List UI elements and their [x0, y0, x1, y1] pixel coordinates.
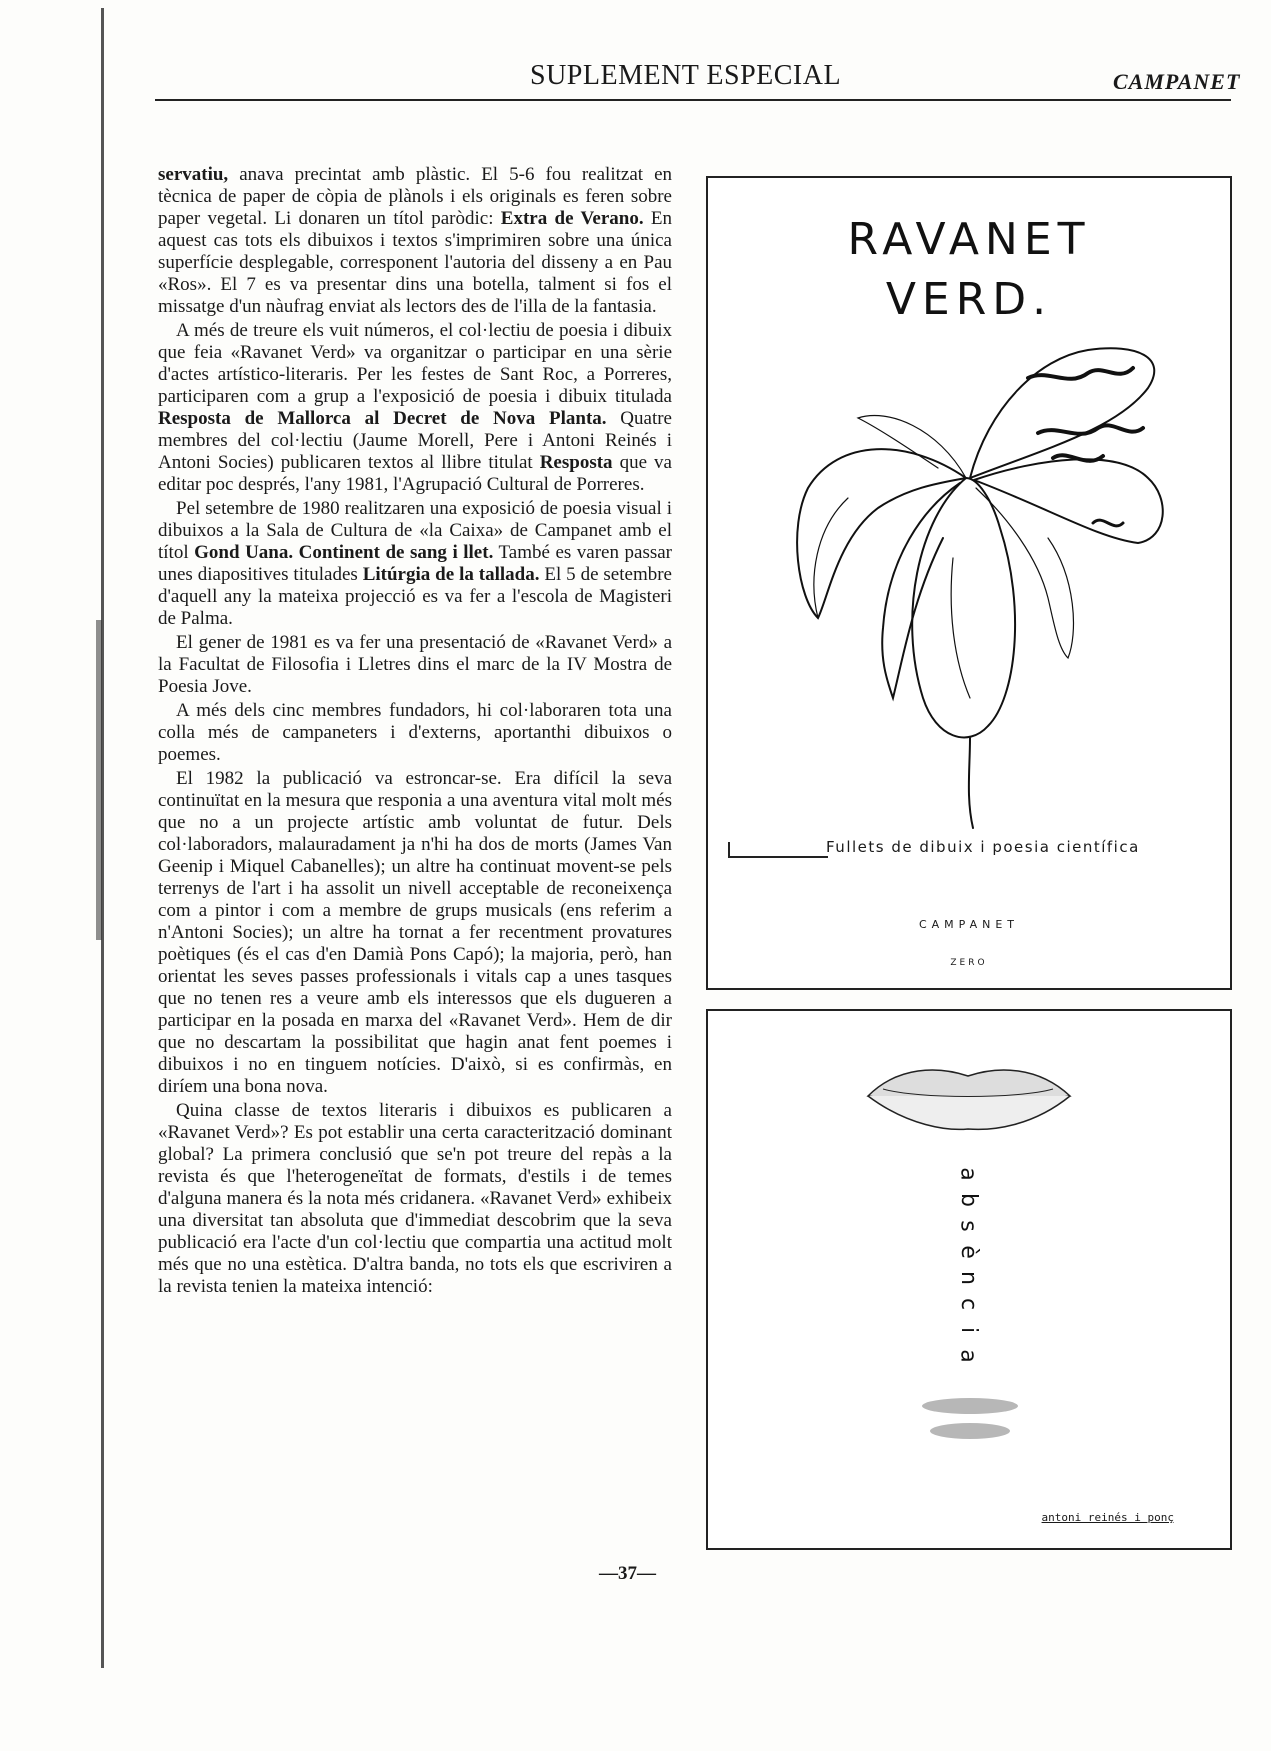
header-divider [155, 99, 1231, 101]
article-paragraph: El 1982 la publicació va estroncar-se. Era difícil la seva continuïtat en la mesura que responia a una aventura vital molt més que no a un projecte artístic amb voluntat de futur. Dels col·laboradors, malauradament ja n'hi ha dos de morts (James Van Geenip i Miquel Cabanelles); un altre ha continuat movent-se pels terrenys de l'art i ha assolit un nivell acceptable de reconeixença com a pintor i com a membre de grups musicals (ens referim a n'Antoni Socies); un altre ha tornat a fer recentment provatures poètiques (és el cas d'en Damià Pons Capó); la majoria, però, han orientat les seves passes professionals i vitals cap a unes tasques que no tenen res a veure amb els interessos que els dugueren a participar en la posada en marxa del «Ravanet Verd». Hem de dir que no descartam la possibilitat que hagin anat fent poemes i dibuixos i no en tinguem notícies. D'això, si es confirmàs, en diríem una bona nova. [158, 768, 672, 1097]
publication-logo: CAMPANET [1113, 69, 1241, 94]
letter: a [955, 1167, 981, 1181]
cover-title-line2: VERD. [885, 274, 1053, 325]
letter: n [955, 1271, 981, 1285]
cover-author: antoni reinés i ponç [1041, 1511, 1174, 1524]
page-number [0, 1563, 1271, 1585]
page-number-text: —37— [599, 1563, 656, 1584]
article-paragraph: Quina classe de textos literaris i dibuixos es publicaren a «Ravanet Verd»? Es pot establir una certa caracterització dominant global? La primera conclusió que se'n pot treure del repàs a la revista és que l'heterogeneïtat de formats, d'estils i de temes d'alguna manera és la nota més cridanera. «Ravanet Verd» exhibeix una diversitat tan absoluta que d'immediat descobrim que la seva publicació era l'acte d'un col·lectiu que compartia una actitud molt més que no una estètica. D'altra banda, no tots els que escriviren a la revista tenien la mateixa intenció: [158, 1100, 672, 1297]
letter: b [956, 1193, 981, 1207]
article-paragraph: servatiu, anava precintat amb plàstic. El 5-6 fou realitzat en tècnica de paper de còpia de plànols i els originals es feren sobre paper vegetal. Li donaren un títol paròdic: Extra de Verano. En aquest cas tots els dibuixos i textos s'imprimiren sobre una única superfície desplegable, corresponent l'autoria del disseny a en Pau «Ros». El 7 es va presentar dins una botella, talment si fos el missatge d'un nàufrag enviat als lectors des de l'illa de la fantasia. [158, 164, 673, 317]
radish-illustration [708, 178, 1230, 988]
section-title: SUPLEMENT ESPECIAL [530, 60, 842, 91]
cover-issue: ZERO [950, 958, 988, 968]
article-body [158, 164, 672, 1300]
subtitle-rule [728, 856, 828, 858]
article-paragraph: A més dels cinc membres fundadors, hi col·laboraren tota una colla més de campaneters i d'externs, aportanthi dibuixos o poemes. [158, 700, 672, 765]
cover-publisher: CAMPANET [918, 918, 1020, 931]
cover-title-line1: RAVANET [847, 214, 1091, 265]
letter: c [955, 1297, 981, 1311]
magazine-cover-ravanet-verd [706, 176, 1232, 990]
letter: è [955, 1245, 981, 1259]
binding-shadow [96, 620, 102, 940]
letter: s [956, 1220, 981, 1232]
magazine-cover-absencia [706, 1009, 1232, 1550]
letter: a [955, 1349, 981, 1363]
article-paragraph: A més de treure els vuit números, el col·lectiu de poesia i dibuix que feia «Ravanet Verd» va organitzar o participar en una sèrie d'actes artístico-literaris. Per les festes de Sant Roc, a Porreres, participaren com a grup a l'exposició de poesia i dibuix titulada Resposta de Mallorca al Decret de Nova Planta. Quatre membres del col·lectiu (Jaume Morell, Pere i Antoni Reinés i Antoni Socies) publicaren textos al llibre titulat Resposta que va editar poc després, l'any 1981, l'Agrupació Cultural de Porreres. [158, 320, 672, 495]
cover-word-absencia [953, 1161, 983, 1369]
article-paragraph: Pel setembre de 1980 realitzaren una exposició de poesia visual i dibuixos a la Sala de Cultura de «la Caixa» de Campanet amb el títol Gond Uana. Continent de sang i llet. També es varen passar unes diapositives titulades Litúrgia de la tallada. El 5 de setembre d'aquell any la mateixa projecció es va fer a l'escola de Magisteri de Palma. [158, 498, 672, 629]
cover-subtitle: Fullets de dibuix i poesia científica [826, 838, 1140, 856]
letter: i [956, 1326, 981, 1334]
article-paragraph: El gener de 1981 es va fer una presentació de «Ravanet Verd» a la Facultat de Filosofia i Lletres dins el marc de la IV Mostra de Poesia Jove. [158, 632, 672, 697]
